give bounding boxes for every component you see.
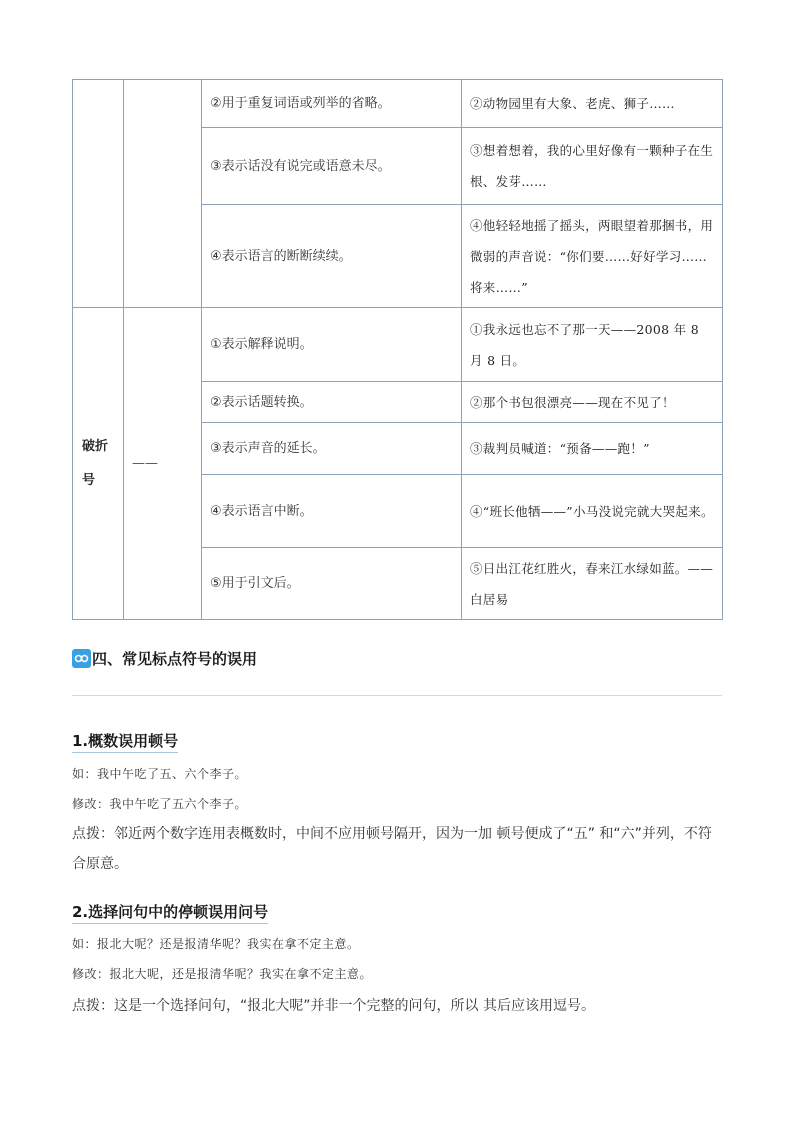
usage-cell: ⑤用于引文后。 — [202, 548, 462, 620]
example-cell: ④他轻轻地摇了摇头，两眼望着那捆书，用微弱的声音说：“你们要……好好学习……将来……” — [462, 205, 723, 308]
revised-sentence: 修改：我中午吃了五六个李子。 — [72, 797, 248, 811]
example-cell: ②那个书包很漂亮——现在不见了！ — [462, 382, 723, 423]
name-cell — [73, 80, 124, 308]
link-icon — [72, 649, 91, 668]
usage-cell: ③表示话没有说完或语意未尽。 — [202, 128, 462, 205]
item-title: 1.概数误用顿号 — [72, 730, 178, 753]
punctuation-table — [72, 79, 723, 620]
usage-cell: ②表示话题转换。 — [202, 382, 462, 423]
usage-cell: ③表示声音的延长。 — [202, 423, 462, 475]
section-heading — [72, 648, 257, 668]
example-cell: ③裁判员喊道：“预备——跑！” — [462, 423, 723, 475]
tip-paragraph: 点拨：这是一个选择问句，“报北大呢”并非一个完整的问句，所以 其后应该用逗号。 — [72, 998, 595, 1014]
section-divider — [72, 695, 722, 696]
example-cell: ⑤日出江花红胜火，春来江水绿如蓝。——白居易 — [462, 548, 723, 620]
example-cell: ③想着想着，我的心里好像有一颗种子在生根、发芽…… — [462, 128, 723, 205]
example-cell: ①我永远也忘不了那一天——2008 年 8 月 8 日。 — [462, 308, 723, 382]
usage-cell: ④表示语言中断。 — [202, 475, 462, 548]
section-title: 四、常见标点符号的误用 — [92, 649, 258, 668]
usage-cell: ①表示解释说明。 — [202, 308, 462, 382]
usage-cell: ②用于重复词语或列举的省略。 — [202, 80, 462, 128]
table-row — [73, 308, 723, 382]
table-row — [73, 80, 723, 128]
example-cell: ④“班长他牺——”小马没说完就大哭起来。 — [462, 475, 723, 548]
name-cell: 破折号 — [73, 308, 124, 620]
item-title: 2.选择问句中的停顿误用问号 — [72, 901, 268, 924]
example-cell: ②动物园里有大象、老虎、狮子…… — [462, 80, 723, 128]
revised-sentence: 修改：报北大呢，还是报清华呢？我实在拿不定主意。 — [72, 967, 373, 981]
tip-paragraph: 点拨：邻近两个数字连用表概数时，中间不应用顿号隔开，因为一加 顿号便成了“五” 和“六”并列，不符合原意。 — [72, 826, 712, 872]
example-sentence: 如：报北大呢？还是报清华呢？我实在拿不定主意。 — [72, 937, 360, 951]
symbol-cell — [124, 80, 202, 308]
usage-cell: ④表示语言的断断续续。 — [202, 205, 462, 308]
example-sentence: 如：我中午吃了五、六个李子。 — [72, 767, 248, 781]
symbol-cell: —— — [124, 308, 202, 620]
